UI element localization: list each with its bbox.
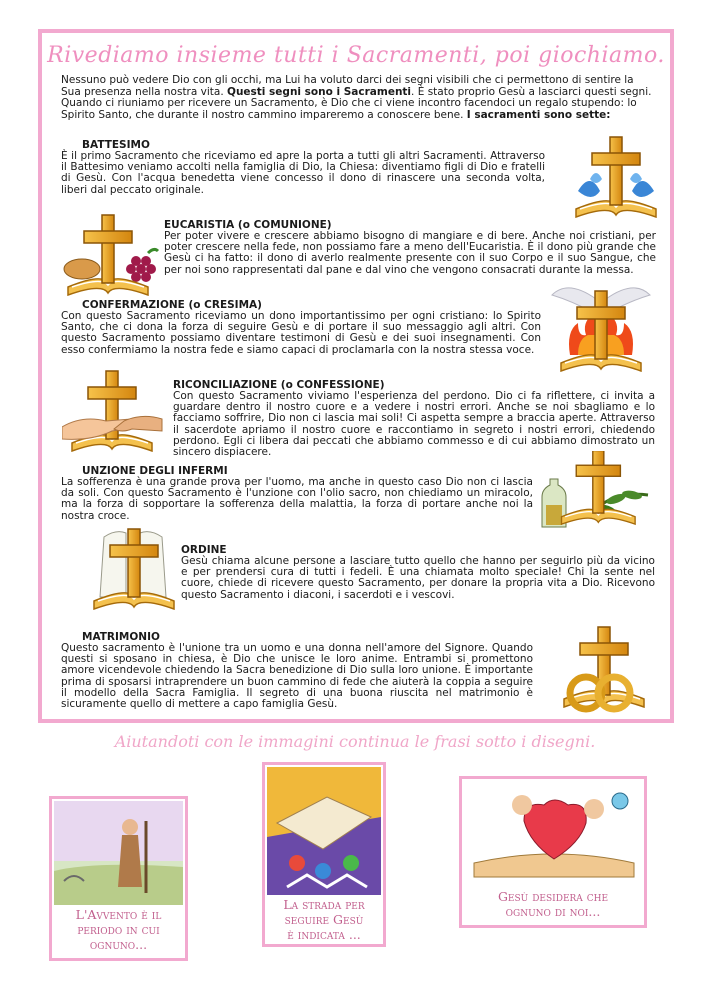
heart-illustration-icon xyxy=(464,781,642,881)
baptism-cross-icon xyxy=(570,131,662,223)
intro-text-1: Nessuno può vedere Dio con gli occhi, ma Lui ha voluto darci dei segni visibili che ci permettono di sentire la Sua presenza nella nostra vita. xyxy=(61,74,634,98)
path-caption-line-1: La strada per xyxy=(283,897,365,912)
unzione-title: UNZIONE DEGLI INFERMI xyxy=(82,465,228,477)
matrimonio-text: Questo sacramento è l'unione tra un uomo e una donna nell'amore del Signore. Quando questi si sposano in chiesa, è Dio che unisce le loro anime. Entrambi si promettono amore vicendevole chiedendo la Sacra benedizione di Dio sulla loro unione. È importante prima di sposarsi intraprendere un buon cammino di fede che aiuterà la coppia a seguire il modello della Sacra Famiglia. Il segreto di una buona riuscita nel matrimonio è sicuramente quello di mettere a capo famiglia Gesù. xyxy=(61,642,533,711)
ordine-text: Gesù chiama alcune persone a lasciare tutto quello che hanno per seguirlo più da vicino e per prendersi cura di tutti i fedeli. È una chiamata molto speciale! Chi la sente nel cuore, chiede di ricevere questo Sacramento, per donare la propria vita a Dio. Ricevono questo Sacramento i diaconi, i sacerdoti e i vescovi. xyxy=(181,555,655,601)
advent-illustration-icon xyxy=(54,801,183,905)
sacraments-frame xyxy=(38,29,674,723)
intro-text-2: . È stato proprio Gesù a lasciarci questi segni. Quando ci riuniamo per ricevere un Sacramento, è Dio che ci viene incontro facendoci un regalo stupendo: lo Spirito Santo, che durante il nostro cammino impareremo a conoscere bene. xyxy=(61,85,652,121)
card-path xyxy=(262,762,386,947)
path-caption-line-2: seguire Gesù xyxy=(284,912,364,927)
riconciliazione-title: RICONCILIAZIONE (o CONFESSIONE) xyxy=(173,379,385,391)
matrimony-cross-icon xyxy=(554,621,654,719)
advent-caption-line-3: ognuno... xyxy=(89,937,148,952)
wish-caption-line-2: ognuno di noi... xyxy=(505,904,601,919)
path-caption-line-3: è indicata ... xyxy=(287,927,361,942)
card-advent xyxy=(49,796,188,961)
intro-bold-2: I sacramenti sono sette: xyxy=(466,108,611,121)
wish-caption-line-1: Gesù desidera che xyxy=(497,889,609,904)
anointing-cross-icon xyxy=(536,451,656,533)
confermazione-text: Con questo Sacramento riceviamo un dono importantissimo per ogni cristiano: lo Spirito Santo, che ci dona la forza di seguire Gesù e di portare il suo messaggio agli altri. Con questo Sacramento possiamo diventare testimoni di Gesù e dei suoi insegnamenti. Con esso confermiamo la nostra fede e siamo capaci di proclamarla con la nostra stessa voce. xyxy=(61,310,541,356)
eucharist-cross-icon xyxy=(62,209,162,301)
eucaristia-text: Per poter vivere e crescere abbiamo bisogno di mangiare e di bere. Anche noi cristiani, per poter crescere nella fede, non possiamo fare a meno dell'Eucaristia. È il dono più grande che Gesù ci ha fatto: il dono di averlo realmente presente con il suo Corpo e il suo Sangue, che per noi sono rappresentati dal pane e dal vino che vengono consacrati durante la messa. xyxy=(164,230,656,276)
advent-caption-line-2: periodo in cui xyxy=(77,922,160,937)
exercise-instructions: Aiutandoti con le immagini continua le frasi sotto i disegni. xyxy=(114,732,596,751)
card-wish xyxy=(459,776,647,928)
holy-orders-cross-icon xyxy=(86,519,180,615)
battesimo-title: BATTESIMO xyxy=(82,139,150,151)
intro-paragraph xyxy=(61,75,653,121)
confirmation-cross-icon xyxy=(548,279,654,375)
matrimonio-title: MATRIMONIO xyxy=(82,631,160,643)
riconciliazione-text: Con questo Sacramento viviamo l'esperienza del perdono. Dio ci fa riflettere, ci invita a guardare dentro il nostro cuore e a vedere i nostri errori. Anche se noi sbagliamo e lo facciamo soffrire, Dio non ci lascia mai soli! Ci aspetta sempre a braccia aperte. Attraverso il sacerdote apriamo il nostro cuore e raccontiamo in segreto i nostri errori, chiedendo perdono. Egli ci libera dai peccati che abbiamo commesso e di cui abbiamo dimostrato un sincero dispiacere. xyxy=(173,390,655,459)
path-illustration-icon xyxy=(267,767,381,895)
unzione-text: La sofferenza è una grande prova per l'uomo, ma anche in questo caso Dio non ci lascia da soli. Con questo Sacramento è l'unzione con l'olio sacro, non chiediamo un miracolo, ma la forza di sopportare la sofferenza della malattia, la forza di portare anche noi la nostra croce. xyxy=(61,476,533,522)
intro-bold-1: Questi segni sono i Sacramenti xyxy=(227,85,412,98)
eucaristia-title: EUCARISTIA (o COMUNIONE) xyxy=(164,219,332,231)
confermazione-title: CONFERMAZIONE (o CRESIMA) xyxy=(82,299,262,311)
reconciliation-cross-icon xyxy=(62,369,166,453)
battesimo-text: È il primo Sacramento che riceviamo ed apre la porta a tutti gli altri Sacramenti. Attraverso il Battesimo veniamo accolti nella famiglia di Dio, la Chiesa: diventiamo figli di Dio e fratelli di Gesù. Con l'acqua benedetta viene concesso il dono di rinascere una seconda volta, liberi dal peccato originale. xyxy=(61,150,545,196)
advent-caption-line-1: L'Avvento è il xyxy=(75,907,162,922)
page-title: Rivediamo insieme tutti i Sacramenti, poi giochiamo. xyxy=(47,43,665,68)
ordine-title: ORDINE xyxy=(181,544,227,556)
